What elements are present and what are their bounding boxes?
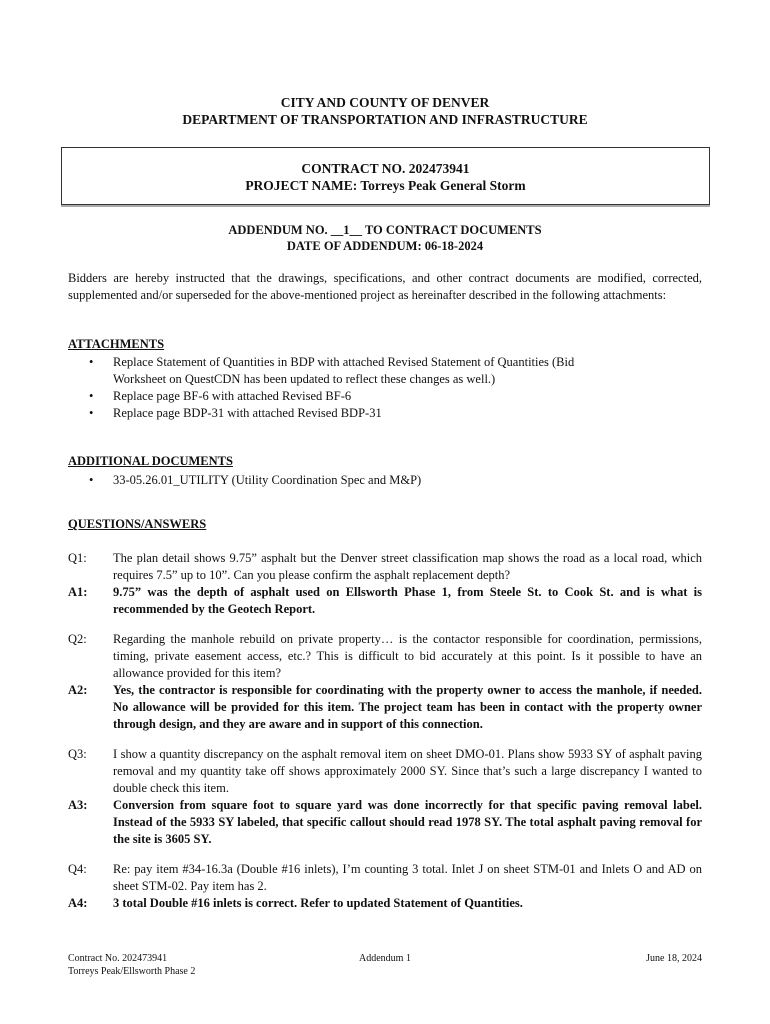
attachments-heading: ATTACHMENTS [68,337,165,351]
list-item: • 33-05.26.01_UTILITY (Utility Coordination Spec and M&P) [89,473,422,487]
bullet-icon: • [89,473,94,487]
bullet-icon: • [89,389,94,403]
question-text: Regarding the manhole rebuild on private property… is the contactor responsible for coordination, permissions, timing, private easement access, etc.? This is difficult to bid accurately at this point. Is it possible to have an allowance provided for this item? [113,632,702,680]
question-label: Q3: [68,747,87,761]
header-line-1: CITY AND COUNTY OF DENVER [280,95,490,110]
answer-label: A4: [68,896,88,910]
list-item: • Replace page BF-6 with attached Revised BF-6 [89,389,352,403]
answer-label: A1: [68,585,88,599]
bullet-icon: • [89,355,94,369]
answer-text: Yes, the contractor is responsible for coordinating with the property owner to access the manhole, if needed. No allowance will be provided for this item. The project team has been in contact with the property owner through design, and they are aware and in support of this connection. [113,683,702,731]
attachments-list [68,354,628,422]
question-label: Q4: [68,862,87,876]
footer-date: June 18, 2024 [646,953,702,964]
answer-label: A2: [68,683,88,697]
qa-heading: QUESTIONS/ANSWERS [68,517,207,531]
additional-documents-heading: ADDITIONAL DOCUMENTS [68,454,233,468]
question-text: I show a quantity discrepancy on the asphalt removal item on sheet DMO-01. Plans show 5933 SY of asphalt paving removal and my quantity take off shows approximately 2000 SY. Since that’s such a large discrepancy I wanted to double check this item. [113,747,702,795]
qa-block-2 [68,631,702,733]
footer-contract-number: Contract No. 202473941 [68,953,168,964]
project-name: PROJECT NAME: Torreys Peak General Storm [245,178,526,193]
header-line-2: DEPARTMENT OF TRANSPORTATION AND INFRASTRUCTURE [182,112,588,127]
qa-block-4 [68,861,702,912]
question-text: The plan detail shows 9.75” asphalt but the Denver street classification map shows the road as a local road, which requires 7.5” up to 10”. Can you please confirm the asphalt replacement depth? [113,551,702,582]
answer-text: Conversion from square foot to square yard was done incorrectly for that specific paving removal label. Instead of the 5933 SY labeled, that specific callout should read 1978 SY. The total asphalt paving removal for the site is 3605 SY. [113,798,702,846]
question-label: Q2: [68,632,87,646]
footer-center: Addendum 1 [359,953,411,964]
answer-label: A3: [68,798,88,812]
question-label: Q1: [68,551,87,565]
answer-text: 9.75” was the depth of asphalt used on Ellsworth Phase 1, from Steele St. to Cook St. and is what is recommended by the Geotech Report. [113,585,702,616]
contract-box [61,147,710,205]
addendum-date: DATE OF ADDENDUM: 06-18-2024 [286,239,484,253]
qa-block-3 [68,746,702,848]
question-text: Re: pay item #34-16.3a (Double #16 inlets), I’m counting 3 total. Inlet J on sheet STM-01 and Inlets O and AD on sheet STM-02. Pay item has 2. [113,862,702,893]
contract-number: CONTRACT NO. 202473941 [301,161,470,176]
bullet-icon: • [89,406,94,420]
qa-block-1 [68,550,702,618]
list-item: • Replace page BDP-31 with attached Revised BDP-31 [89,406,382,420]
addendum-title: ADDENDUM NO. __1__ TO CONTRACT DOCUMENTS [228,223,542,237]
footer-project: Torreys Peak/Ellsworth Phase 2 [68,966,196,977]
intro-paragraph: Bidders are hereby instructed that the drawings, specifications, and other contract documents are modified, corrected, supplemented and/or superseded for the above-mentioned project as hereinafter described in the following attachments: [68,271,702,302]
list-item: • Replace Statement of Quantities in BDP with attached Revised Statement of Quantities (Bid Worksheet on QuestCDN has been updated to reflect these changes as well.) [89,355,575,386]
answer-text: 3 total Double #16 inlets is correct. Refer to updated Statement of Quantities. [113,896,523,910]
additional-documents-list [68,472,702,489]
